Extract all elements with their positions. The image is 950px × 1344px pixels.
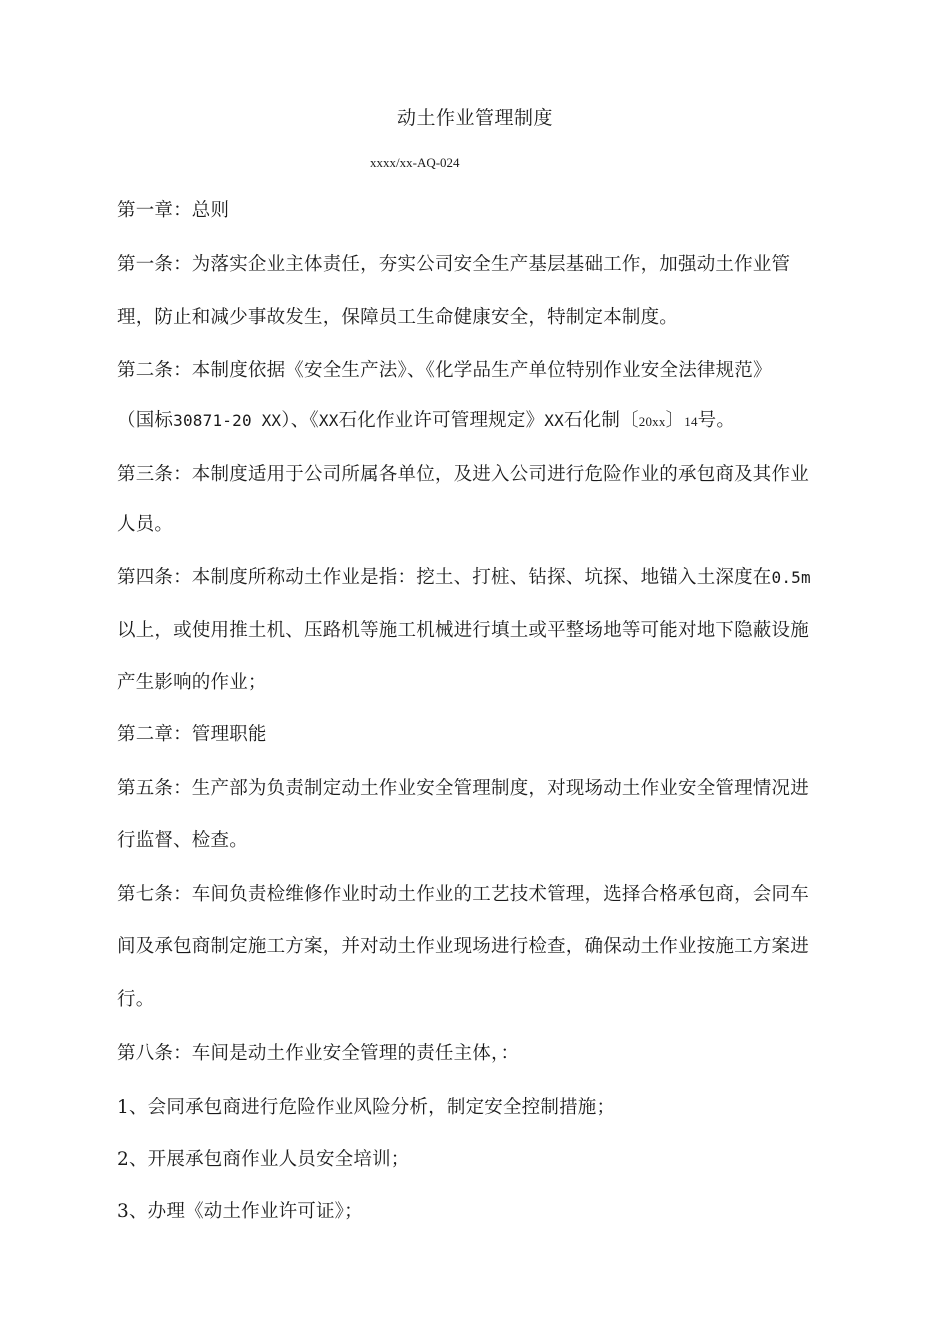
list-item-1: 1、会同承包商进行危险作业风险分析，制定安全控制措施； xyxy=(117,1097,616,1118)
text-segment: XX xyxy=(318,411,339,430)
text-segment: ）、《 xyxy=(281,410,319,431)
article-1-line-2: 理，防止和减少事故发生，保障员工生命健康安全，特制定本制度。 xyxy=(117,307,679,328)
text-segment: （国标 xyxy=(117,410,174,431)
article-5-line-1: 第五条：生产部为负责制定动土作业安全管理制度，对现场动土作业安全管理情况进 xyxy=(117,778,809,799)
article-4-line-1 xyxy=(117,563,811,589)
article-4-line-3: 产生影响的作业； xyxy=(117,672,267,693)
chapter-1-heading: 第一章：总则 xyxy=(117,200,230,221)
article-7-line-2: 间及承包商制定施工方案，并对动土作业现场进行检查，确保动土作业按施工方案进 xyxy=(117,936,809,957)
article-7-line-3: 行。 xyxy=(117,989,155,1010)
article-3-line-1: 第三条：本制度适用于公司所属各单位，及进入公司进行危险作业的承包商及其作业 xyxy=(117,464,809,485)
chapter-2-heading: 第二章：管理职能 xyxy=(117,724,267,745)
text-segment: 〕 xyxy=(665,410,685,431)
text-segment: 号。 xyxy=(697,410,736,431)
text-segment: 30871-20 XX xyxy=(173,411,282,430)
text-segment: 0.5m xyxy=(771,568,811,587)
text-segment: XX xyxy=(544,411,564,430)
text-segment: 第四条：本制度所称动土作业是指：挖土、打桩、钻探、坑探、地锚入土深度在 xyxy=(117,567,772,588)
article-7-line-1: 第七条：车间负责检维修作业时动土作业的工艺技术管理，选择合格承包商，会同车 xyxy=(117,884,809,905)
article-2-line-1: 第二条：本制度依据《安全生产法》、《化学品生产单位特别作业安全法律规范》 xyxy=(117,360,772,381)
text-segment: 20xx xyxy=(638,414,666,429)
text-segment: 石化制〔 xyxy=(563,410,639,431)
list-item-3: 3、办理《动土作业许可证》； xyxy=(117,1201,363,1222)
article-5-line-2: 行监督、检查。 xyxy=(117,830,248,851)
article-4-line-2: 以上，或使用推土机、压路机等施工机械进行填土或平整场地等可能对地下隐蔽设施 xyxy=(117,620,809,641)
text-segment: 14 xyxy=(684,414,698,429)
article-8-line-1: 第八条：车间是动土作业安全管理的责任主体，： xyxy=(117,1043,520,1064)
article-3-line-2: 人员。 xyxy=(117,514,174,535)
text-segment: 石化作业许可管理规定》 xyxy=(338,410,545,431)
article-2-line-2 xyxy=(117,406,735,432)
document-title: 动土作业管理制度 xyxy=(396,107,553,129)
article-1-line-1: 第一条：为落实企业主体责任，夯实公司安全生产基层基础工作，加强动土作业管 xyxy=(117,254,791,275)
list-item-2: 2、开展承包商作业人员安全培训； xyxy=(117,1149,410,1170)
document-code: xxxx/xx-AQ-024 xyxy=(370,155,460,170)
